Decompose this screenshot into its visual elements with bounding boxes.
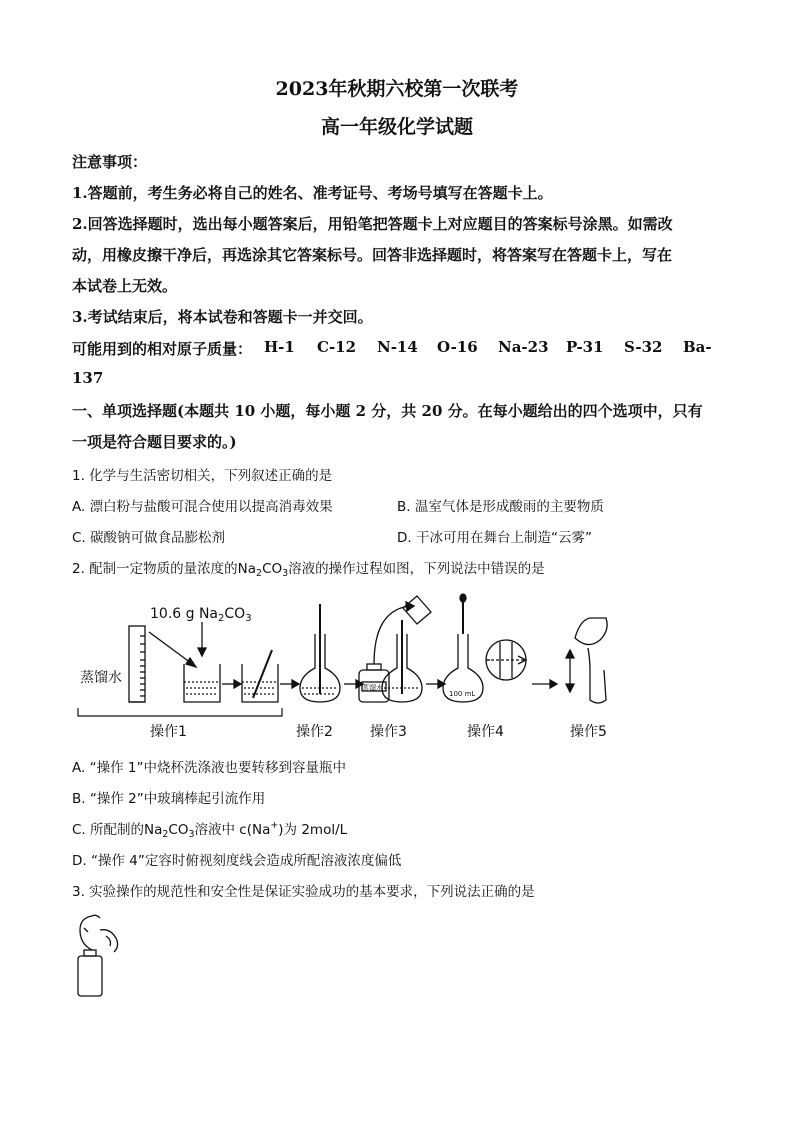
q1-stem: 1. 化学与生活密切相关，下列叙述正确的是: [72, 468, 333, 484]
atomic-mass-h: H-1: [264, 338, 295, 356]
section-heading-line-2: 一项是符合题目要求的。): [72, 433, 237, 451]
flask-inversion-icon: [566, 618, 607, 703]
eye-level-view-icon: [486, 640, 526, 680]
q1-option-c: C. 碳酸钠可做食品膨松剂: [72, 530, 226, 546]
atomic-mass-p: P-31: [566, 338, 604, 356]
graduated-cylinder-icon: [129, 626, 145, 702]
q2-option-a: A. “操作 1”中烧杯洗涤液也要转移到容量瓶中: [72, 760, 346, 776]
atomic-mass-s: S-32: [624, 338, 663, 356]
q2-option-d: D. “操作 4”定容时俯视刻度线会造成所配溶液浓度偏低: [72, 853, 402, 869]
atomic-mass-n: N-14: [377, 338, 418, 356]
atomic-mass-ba: Ba-: [683, 338, 712, 356]
q2-solution-preparation-diagram: [70, 590, 670, 750]
notice-item-2-line-2: 动，用橡皮擦干净后，再选涂其它答案标号。回答非选择题时，将答案写在答题卡上，写在: [72, 246, 673, 264]
q3-stem: 3. 实验操作的规范性和安全性是保证实验成功的基本要求，下列说法正确的是: [72, 884, 535, 900]
solute-mass-label: 10.6 g $Na_2CO_3$: [150, 606, 252, 624]
notice-item-3: 3.考试结束后，将本试卷和答题卡一并交回。: [72, 308, 373, 326]
q1-option-d: D. 干冰可用在舞台上制造“云雾”: [397, 530, 592, 546]
beaker-with-glass-rod-icon: [242, 650, 278, 702]
q2-stem: 2. 配制一定物质的量浓度的$Na_2CO_3$溶液的操作过程如图，下列说法中错误的是: [72, 561, 545, 579]
atomic-mass-label: 可能用到的相对原子质量：: [72, 340, 253, 358]
step-label-3: 操作3: [370, 724, 407, 740]
atomic-mass-c: C-12: [317, 338, 357, 356]
volumetric-flask-pouring-icon: [300, 604, 340, 702]
section-heading-line-1: 一、单项选择题(本题共 10 小题，每小题 2 分，共 20 分。在每小题给出的四个选项中，只有: [72, 402, 703, 420]
step-label-5: 操作5: [570, 724, 607, 740]
step-label-1: 操作1: [150, 724, 187, 740]
q2-option-b: B. “操作 2”中玻璃棒起引流作用: [72, 791, 266, 807]
notice-item-2-line-3: 本试卷上无效。: [72, 277, 178, 295]
exam-subtitle: 高一年级化学试题: [320, 116, 473, 138]
atomic-mass-na: Na-23: [498, 338, 549, 356]
notice-item-1: 1.答题前，考生务必将自己的姓名、准考证号、考场号填写在答题卡上。: [72, 184, 553, 202]
atomic-mass-o: O-16: [437, 338, 478, 356]
notice-item-2-line-1: 2.回答选择题时，选出每小题答案后，用铅笔把答题卡上对应题目的答案标号涂黑。如需改: [72, 215, 673, 233]
wash-bottle-label: 蒸馏水: [362, 684, 383, 692]
q1-option-b: B. 温室气体是形成酸雨的主要物质: [397, 499, 604, 515]
flask-volume-label: 100 mL: [449, 690, 476, 698]
q1-option-a: A. 漂白粉与盐酸可混合使用以提高消毒效果: [72, 499, 333, 515]
distilled-water-label: 蒸馏水: [80, 670, 122, 686]
volumetric-flask-dropper-icon: [443, 594, 483, 702]
q2-option-c: C. 所配制的$Na_2CO_3$溶液中 c(Na+)为 2mol/L: [72, 820, 348, 840]
beaker-icon: [184, 664, 220, 702]
step-label-2: 操作2: [296, 724, 333, 740]
notice-heading: 注意事项：: [72, 153, 148, 171]
step-label-4: 操作4: [467, 724, 504, 740]
smelling-gas-figure-icon: [70, 910, 130, 1002]
exam-title: 2023年秋期六校第一次联考: [275, 78, 519, 100]
atomic-mass-ba-value: 137: [72, 369, 104, 387]
